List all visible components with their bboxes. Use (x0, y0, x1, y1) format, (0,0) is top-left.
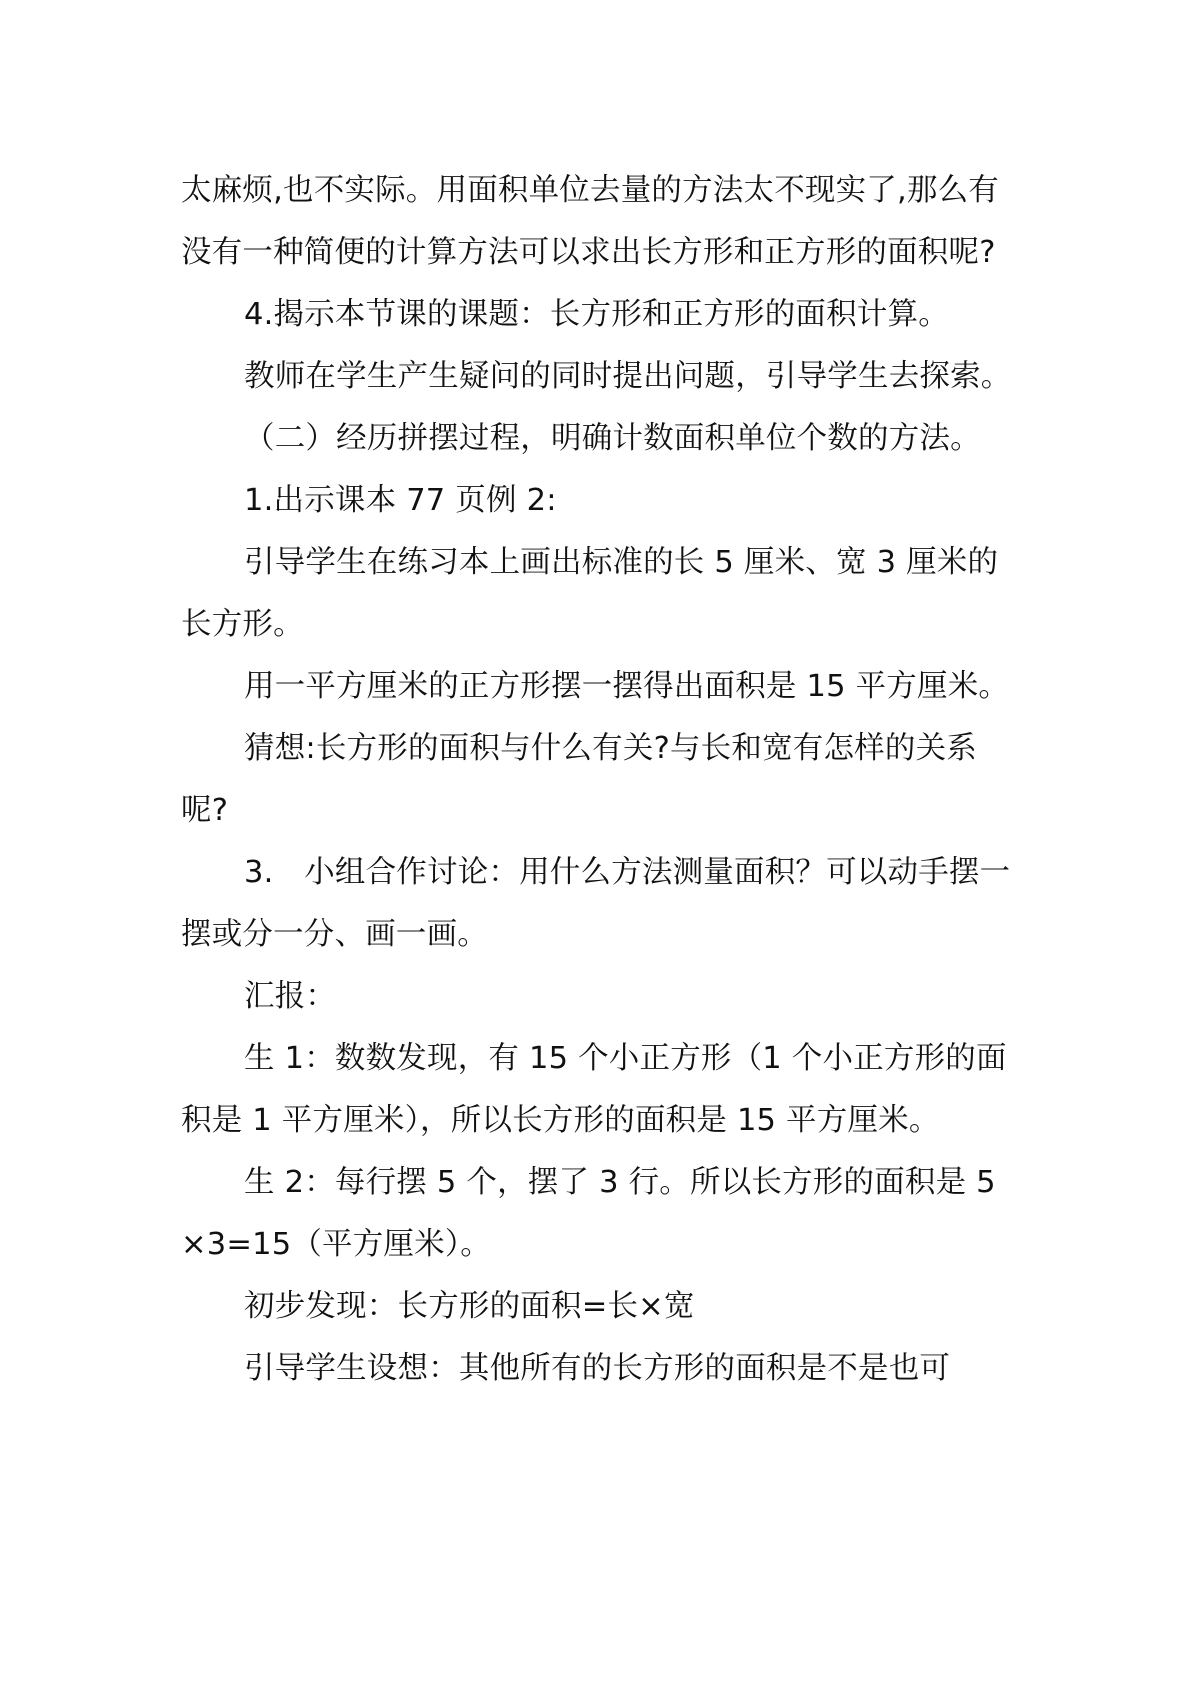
paragraph-student-2: 生 2：每行摆 5 个，摆了 3 行。所以长方形的面积是 5×3=15（平方厘米）。 (181, 1165, 996, 1262)
paragraph-square-arrangement: 用一平方厘米的正方形摆一摆得出面积是 15 平方厘米。 (244, 669, 1010, 704)
paragraph-draw-rectangle: 引导学生在练习本上画出标准的长 5 厘米、宽 3 厘米的长方形。 (181, 545, 999, 642)
paragraph-report-label: 汇报： (244, 979, 337, 1014)
paragraph-question-intro: 太麻烦,也不实际。用面积单位去量的方法太不现实了,那么有没有一种简便的计算方法可以求出长方形和正方形的面积呢? (181, 173, 999, 270)
paragraph-initial-finding: 初步发现：长方形的面积=长×宽 (244, 1289, 695, 1324)
paragraph-teacher-guidance: 教师在学生产生疑问的同时提出问题，引导学生去探索。 (244, 359, 1012, 394)
paragraph-guess: 猜想:长方形的面积与什么有关?与长和宽有怎样的关系呢? (181, 731, 977, 828)
paragraph-student-1: 生 1：数数发现，有 15 个小正方形（1 个小正方形的面积是 1 平方厘米），所以长方形的面积是 15 平方厘米。 (181, 1041, 1007, 1138)
body-text (181, 160, 1013, 1400)
section-heading-arrangement: （二）经历拼摆过程，明确计数面积单位个数的方法。 (244, 421, 981, 456)
paragraph-lesson-topic: 4.揭示本节课的课题：长方形和正方形的面积计算。 (244, 297, 949, 332)
paragraph-student-hypothesis: 引导学生设想：其他所有的长方形的面积是不是也可 (244, 1351, 951, 1386)
paragraph-group-discussion: 3. 小组合作讨论：用什么方法测量面积？可以动手摆一摆或分一分、画一画。 (181, 855, 1011, 952)
paragraph-example-2: 1.出示课本 77 页例 2: (244, 483, 557, 518)
